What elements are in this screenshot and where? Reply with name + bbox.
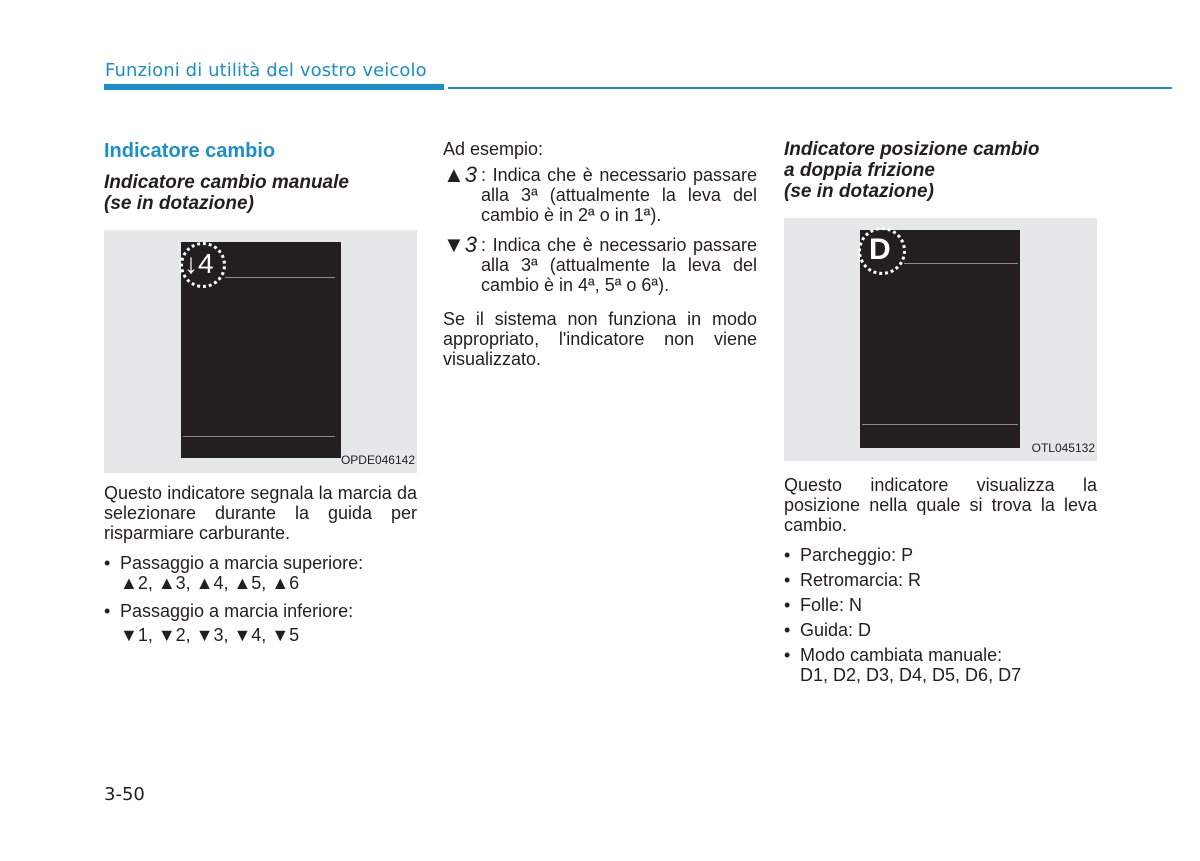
list-item xyxy=(784,645,1097,685)
list-item: • Guida: D xyxy=(784,620,1097,640)
middle-column xyxy=(443,139,757,369)
manual-mode-gears: D1, D2, D3, D4, D5, D6, D7 xyxy=(800,665,1022,685)
header-title: Funzioni di utilità del vostro veicolo xyxy=(105,60,427,81)
shift-list xyxy=(104,553,417,649)
upshift-label: Passaggio a marcia superiore: xyxy=(120,553,364,573)
down-3-icon: ▼3 xyxy=(443,232,478,257)
header-rule-thin xyxy=(448,87,1172,89)
display-top-line xyxy=(225,277,335,278)
malfunction-paragraph: Se il sistema non funziona in modo appropriato, l'indicatore non viene visualizzato. xyxy=(443,309,757,369)
downshift-sequence: ▼1, ▼2, ▼3, ▼4, ▼5 xyxy=(120,625,300,645)
header-rule-thick xyxy=(104,84,444,90)
shift-down-4-icon: ↓4 xyxy=(184,248,214,279)
downshift-label: Passaggio a marcia inferiore: xyxy=(120,601,354,621)
list-item xyxy=(104,553,417,593)
example-item-down xyxy=(443,232,757,295)
manual-paragraph: Questo indicatore segnala la marcia da selezionare durante la guida per risparmiare carburante. xyxy=(104,483,417,543)
figure-code: OPDE046142 xyxy=(340,453,415,467)
dct-paragraph: Questo indicatore visualizza la posizione nella quale si trova la leva cambio. xyxy=(784,475,1097,535)
dct-subtitle: Indicatore posizione cambio xyxy=(784,139,1040,160)
left-column xyxy=(104,139,417,654)
right-column xyxy=(784,139,1097,690)
list-item xyxy=(104,601,417,649)
gear-d-icon: D xyxy=(869,233,891,266)
section-title: Indicatore cambio xyxy=(104,140,276,162)
manual-subtitle: Indicatore cambio manuale xyxy=(104,172,349,193)
gear-position-list xyxy=(784,545,1097,685)
manual-subtitle-optional: (se in dotazione) xyxy=(104,193,254,214)
up-3-icon: ▲3 xyxy=(443,162,478,187)
list-item: • Folle: N xyxy=(784,595,1097,615)
list-item: • Retromarcia: R xyxy=(784,570,1097,590)
example-intro: Ad esempio: xyxy=(443,139,544,159)
manual-shift-figure xyxy=(104,230,417,473)
display-top-line xyxy=(904,263,1018,264)
cluster-display xyxy=(860,230,1020,448)
upshift-sequence: ▲2, ▲3, ▲4, ▲5, ▲6 xyxy=(120,573,300,593)
cluster-display xyxy=(181,242,341,458)
list-item: • Parcheggio: P xyxy=(784,545,1097,565)
example-item-up xyxy=(443,162,757,225)
example-up-text: : Indica che è necessario passare alla 3ª (attualmente la leva del cambio è in 2ª o in 1ª). xyxy=(481,165,757,225)
display-bottom-line xyxy=(183,436,335,437)
display-bottom-line xyxy=(862,424,1018,425)
dct-subtitle-2: a doppia frizione xyxy=(784,160,935,181)
page-number: 3-50 xyxy=(104,784,145,805)
dct-subtitle-optional: (se in dotazione) xyxy=(784,181,934,202)
manual-mode-label: Modo cambiata manuale: xyxy=(800,645,1003,665)
example-down-text: : Indica che è necessario passare alla 3ª (attualmente la leva del cambio è in 4ª, 5ª o 6ª). xyxy=(481,235,757,295)
dct-figure xyxy=(784,218,1097,461)
figure-code: OTL045132 xyxy=(1031,441,1095,455)
